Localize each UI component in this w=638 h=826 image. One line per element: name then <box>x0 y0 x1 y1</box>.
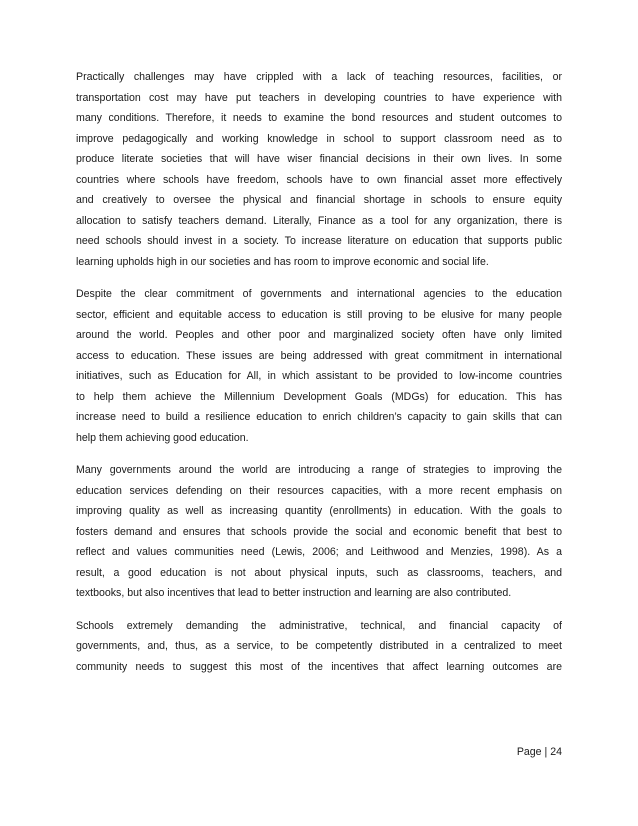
text-line: transportation cost may have put teachers in developing countries to have experience with <box>76 91 562 104</box>
text-line: improve pedagogically and working knowledge in school to support classroom need as to <box>76 132 562 145</box>
text-line: Many governments around the world are introducing a range of strategies to improving the <box>76 464 562 476</box>
paragraph <box>76 616 562 678</box>
paragraph <box>76 460 562 604</box>
text-line: sector, efficient and equitable access to education is still proving to be elusive for many people <box>76 308 562 321</box>
text-line: access to education. These issues are being addressed with great commitment in international <box>76 349 562 362</box>
paragraph <box>76 284 562 448</box>
text-line: fosters demand and ensures that schools provide the social and economic benefit that best to <box>76 525 562 538</box>
text-line: initiatives, such as Education for All, in which assistant to be provided to low-income countries <box>76 370 562 382</box>
text-line: help them achieving good education. <box>76 431 249 444</box>
paragraph <box>76 67 562 272</box>
text-line: many conditions. Therefore, it needs to examine the bond resources and student outcomes to <box>76 112 562 124</box>
page-body <box>76 67 562 689</box>
text-line: countries where schools have freedom, schools have to own financial asset more effectively <box>76 173 562 186</box>
text-line: Despite the clear commitment of governments and international agencies to the education <box>76 288 562 300</box>
text-line: Schools extremely demanding the administrative, technical, and financial capacity of <box>76 619 562 632</box>
text-line: need schools should invest in a society. To increase literature on education that supports public <box>76 235 562 247</box>
text-line: allocation to satisfy teachers demand. Literally, Finance as a tool for any organization, there is <box>76 214 562 227</box>
page-number: Page | 24 <box>516 746 562 758</box>
text-line: result, a good education is not about physical inputs, such as classrooms, teachers, and <box>76 566 562 579</box>
text-line: to help them achieve the Millennium Development Goals (MDGs) for education. This has <box>76 390 562 403</box>
text-line: produce literate societies that will have wiser financial decisions in their own lives. In some <box>76 153 562 165</box>
text-line: reflect and values communities need (Lewis, 2006; and Leithwood and Menzies, 1998). As a <box>76 546 562 558</box>
text-line: education services defending on their resources capacities, with a more recent emphasis on <box>76 484 562 497</box>
text-line: community needs to suggest this most of the incentives that affect learning outcomes are <box>76 660 562 673</box>
text-line: learning upholds high in our societies and has room to improve economic and social life. <box>76 255 489 268</box>
text-line: Practically challenges may have crippled with a lack of teaching resources, facilities, or <box>76 71 562 83</box>
text-line: and creatively to oversee the physical and financial shortage in schools to ensure equity <box>76 194 562 206</box>
text-line: textbooks, but also incentives that lead to better instruction and learning are also contributed. <box>76 587 512 599</box>
text-line: around the world. Peoples and other poor and marginalized society often have only limited <box>76 329 562 341</box>
text-line: improving quality as well as increasing quantity (enrollments) in education. With the goals to <box>76 505 562 517</box>
text-line: governments, and, thus, as a service, to be competently distributed in a centralized to meet <box>76 640 562 652</box>
text-line: increase need to build a resilience education to enrich children’s capacity to gain skills that can <box>76 411 562 423</box>
